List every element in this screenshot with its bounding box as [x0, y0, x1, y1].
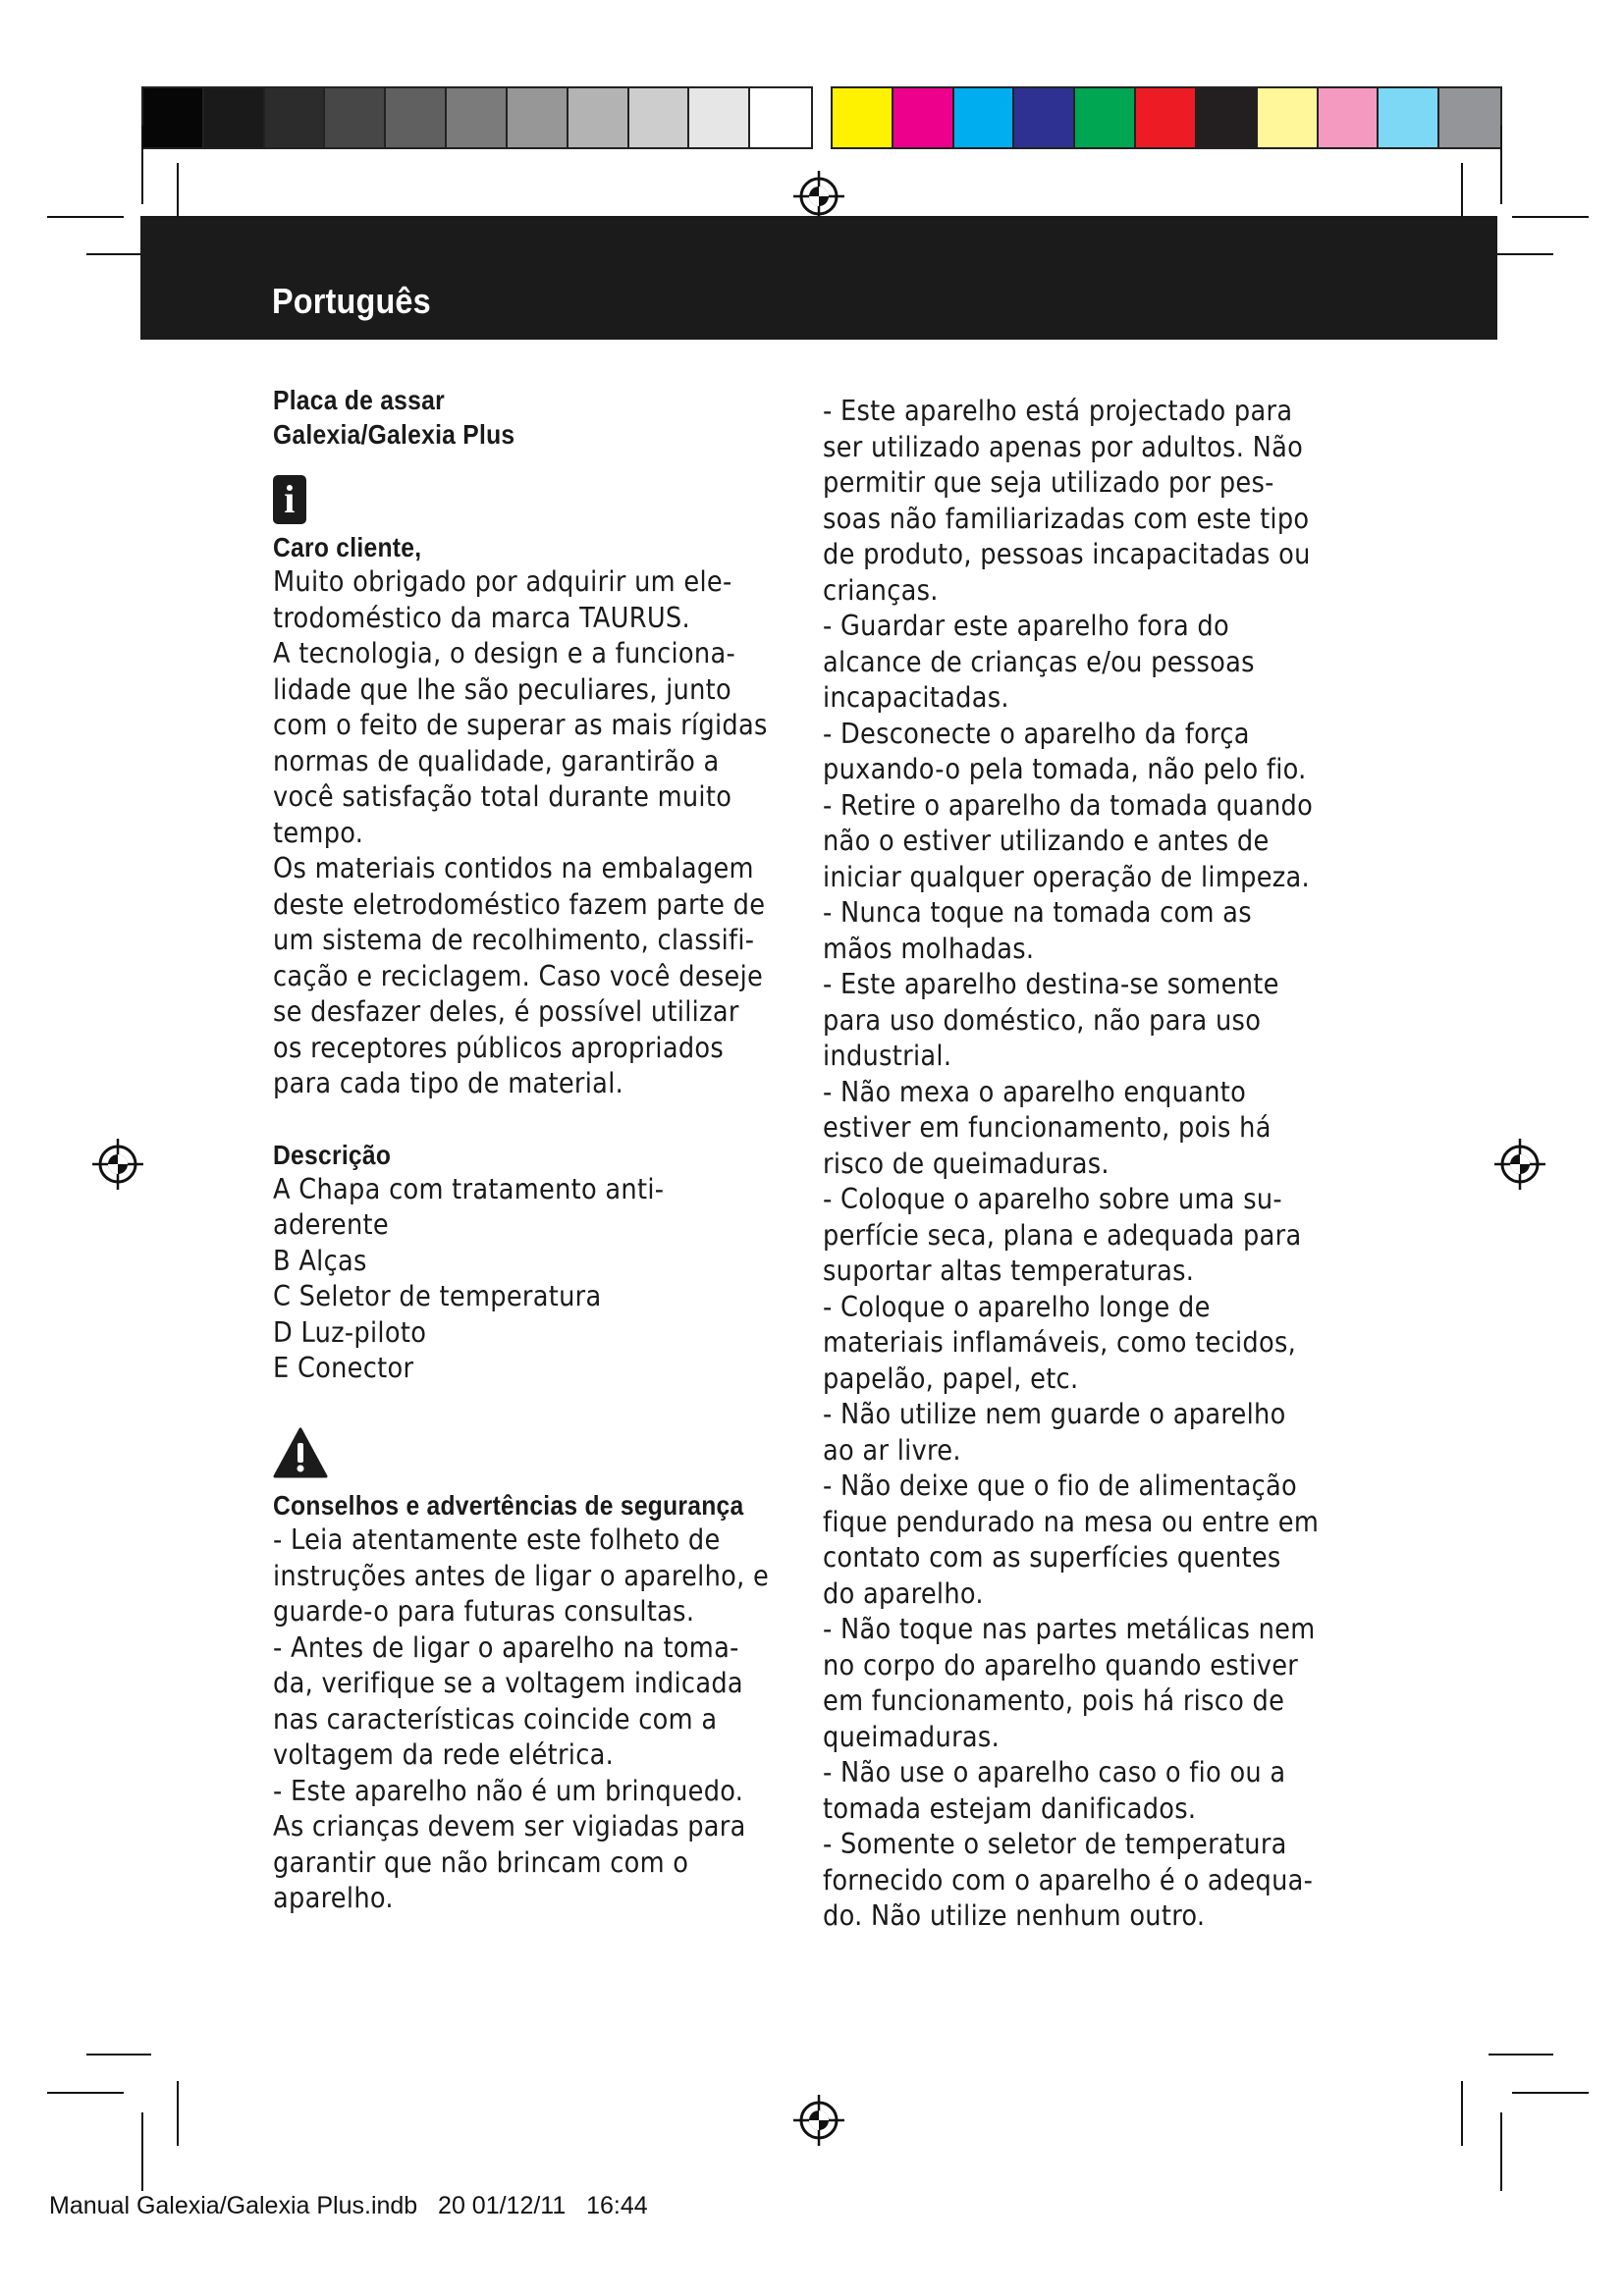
text-line: tomada estejam danificados. [823, 1791, 1197, 1825]
color-swatch [568, 88, 629, 147]
description-item: aderente [273, 1208, 389, 1241]
color-swatch [689, 88, 750, 147]
crop-mark [47, 216, 124, 218]
text-line: - Desconecte o aparelho da força [823, 717, 1250, 750]
left-column [273, 383, 803, 1917]
text-line: - Este aparelho está projectado para [823, 395, 1293, 427]
text-line: - Não use o aparelho caso o fio ou a [823, 1756, 1286, 1789]
safety-text-left [273, 1522, 803, 1917]
crop-mark [1512, 2092, 1589, 2094]
text-line: guarde-o para futuras consultas. [273, 1595, 695, 1628]
language-header-bar [140, 216, 1497, 340]
text-line: estiver em funcionamento, pois há [823, 1111, 1272, 1144]
crop-mark [86, 2054, 151, 2056]
color-swatch [143, 88, 204, 147]
color-swatch [750, 88, 811, 147]
text-line: instruções antes de ligar o aparelho, e [273, 1559, 770, 1592]
right-column [823, 394, 1373, 1935]
text-line: com o feito de superar as mais rígidas [273, 709, 768, 741]
color-swatch [204, 88, 265, 147]
color-swatch [954, 88, 1015, 147]
text-line: voltagem da rede elétrica. [273, 1738, 615, 1771]
crop-mark [1512, 216, 1589, 218]
text-line: suportar altas temperaturas. [823, 1255, 1195, 1287]
text-line: - Somente o seletor de temperatura [823, 1828, 1287, 1860]
safety-heading: Conselhos e advertências de segurança [273, 1490, 744, 1521]
color-swatch [1319, 88, 1380, 147]
crop-mark [1489, 2054, 1553, 2056]
text-line: crianças. [823, 573, 939, 607]
text-line: puxando-o pela tomada, não pelo fio. [823, 753, 1307, 785]
text-line: - Não mexa o aparelho enquanto [823, 1075, 1247, 1108]
color-swatch [265, 88, 326, 147]
text-line: - Antes de ligar o aparelho na toma- [273, 1630, 739, 1664]
text-line: um sistema de recolhimento, classifi- [273, 924, 755, 956]
greeting-heading: Caro cliente, [273, 532, 422, 562]
color-swatch [508, 88, 568, 147]
text-line: contato com as superfícies quentes [823, 1541, 1281, 1574]
text-line: - Este aparelho não é um brinquedo. [273, 1774, 744, 1807]
description-list [273, 1172, 803, 1387]
crop-mark [1461, 2081, 1463, 2146]
text-line: - Não toque nas partes metálicas nem [823, 1613, 1316, 1645]
text-line: aparelho. [273, 1882, 394, 1914]
text-line: - Retire o aparelho da tomada quando [823, 788, 1314, 822]
text-line: - Guardar este aparelho fora do [823, 610, 1229, 642]
intro-text [273, 564, 803, 1102]
color-swatch [1197, 88, 1258, 147]
color-swatch [1439, 88, 1500, 147]
text-line: ser utilizado apenas por adultos. Não [823, 430, 1304, 463]
text-line: você satisfação total durante muito [273, 780, 732, 813]
color-swatch [833, 88, 893, 147]
color-swatch [629, 88, 690, 147]
text-line: de produto, pessoas incapacitadas ou [823, 538, 1311, 570]
description-item: B Alças [273, 1244, 367, 1277]
text-line: para uso doméstico, não para uso [823, 1003, 1262, 1037]
text-line: do. Não utilize nenhum outro. [823, 1899, 1206, 1932]
text-line: perfície seca, plana e adequada para [823, 1218, 1302, 1252]
text-line: para cada tipo de material. [273, 1067, 624, 1099]
text-line: soas não familiarizadas com este tipo [823, 502, 1310, 535]
text-line: os receptores públicos apropriados [273, 1031, 725, 1064]
text-line: mãos molhadas. [823, 932, 1035, 965]
color-swatch [893, 88, 954, 147]
text-line: - Este aparelho destina-se somente [823, 968, 1279, 1000]
text-line: - Nunca toque na tomada com as [823, 896, 1252, 929]
text-line: alcance de crianças e/ou pessoas [823, 645, 1255, 678]
color-swatch [1075, 88, 1136, 147]
text-line: cação e reciclagem. Caso você deseje [273, 959, 764, 992]
crop-mark [141, 126, 143, 204]
registration-mark-icon [90, 1137, 145, 1192]
description-item: A Chapa com tratamento anti- [273, 1172, 665, 1205]
text-line: normas de qualidade, garantirão a [273, 744, 720, 777]
product-title-line1: Placa de assar [273, 385, 445, 415]
description-item: C Seletor de temperatura [273, 1280, 602, 1312]
color-swatch [447, 88, 508, 147]
text-line: trodoméstico da marca TAURUS. [273, 601, 690, 634]
crop-mark [1500, 126, 1502, 204]
text-line: tempo. [273, 816, 364, 849]
text-line: incapacitadas. [823, 681, 1009, 714]
text-line: no corpo do aparelho quando estiver [823, 1648, 1299, 1682]
text-line: nas características coincide com a [273, 1702, 718, 1735]
description-item: E Conector [273, 1352, 414, 1384]
description-item: D Luz-piloto [273, 1315, 427, 1349]
text-line: em funcionamento, pois há risco de [823, 1684, 1285, 1717]
text-line: Os materiais contidos na embalagem [273, 852, 754, 884]
color-swatch [1258, 88, 1319, 147]
text-line: iniciar qualquer operação de limpeza. [823, 860, 1311, 893]
text-line: lidade que lhe são peculiares, junto [273, 672, 731, 706]
color-swatch [1379, 88, 1439, 147]
color-swatch [386, 88, 447, 147]
text-line: garantir que não brincam com o [273, 1845, 689, 1879]
text-line: do aparelho. [823, 1576, 984, 1610]
text-line: Muito obrigado por adquirir um ele- [273, 565, 732, 598]
text-line: ao ar livre. [823, 1433, 961, 1467]
crop-mark [47, 2092, 124, 2094]
text-line: A tecnologia, o design e a funciona- [273, 637, 736, 669]
registration-mark-icon [791, 2093, 846, 2148]
warning-icon [273, 1426, 328, 1479]
text-line: deste eletrodoméstico fazem parte de [273, 887, 766, 921]
text-line: fique pendurado na mesa ou entre em [823, 1505, 1320, 1538]
text-line: industrial. [823, 1040, 952, 1072]
color-swatch [1136, 88, 1197, 147]
text-line: - Não deixe que o fio de alimentação [823, 1469, 1297, 1502]
info-icon: i [273, 475, 306, 524]
registration-mark-icon [1492, 1137, 1547, 1192]
text-line: - Coloque o aparelho sobre uma su- [823, 1183, 1282, 1215]
text-line: não o estiver utilizando e antes de [823, 825, 1270, 857]
crop-mark [1489, 253, 1553, 255]
color-swatch [325, 88, 386, 147]
text-line: fornecido com o aparelho é o adequa- [823, 1863, 1314, 1896]
print-slug: Manual Galexia/Galexia Plus.indb 20 01/12/11 16:44 [49, 2192, 648, 2219]
crop-mark [1500, 2112, 1502, 2191]
text-line: se desfazer deles, é possível utilizar [273, 995, 739, 1028]
crop-mark [141, 2112, 143, 2191]
text-line: queimaduras. [823, 1720, 1001, 1753]
text-line: As crianças devem ser vigiadas para [273, 1810, 746, 1842]
product-title-line2: Galexia/Galexia Plus [273, 419, 515, 450]
process-color-bar [831, 86, 1502, 149]
description-heading: Descrição [273, 1139, 392, 1170]
text-line: papelão, papel, etc. [823, 1362, 1079, 1395]
text-line: - Coloque o aparelho longe de [823, 1290, 1211, 1323]
grayscale-color-bar [141, 86, 813, 149]
color-swatch [1014, 88, 1075, 147]
text-line: materiais inflamáveis, como tecidos, [823, 1326, 1297, 1359]
text-line: da, verifique se a voltagem indicada [273, 1667, 743, 1699]
language-title: Português [272, 281, 431, 321]
text-line: permitir que seja utilizado por pes- [823, 466, 1274, 499]
text-line: risco de queimaduras. [823, 1147, 1110, 1180]
text-line: - Leia atentamente este folheto de [273, 1523, 721, 1556]
text-line: - Não utilize nem guarde o aparelho [823, 1398, 1286, 1430]
crop-mark [177, 2081, 179, 2146]
